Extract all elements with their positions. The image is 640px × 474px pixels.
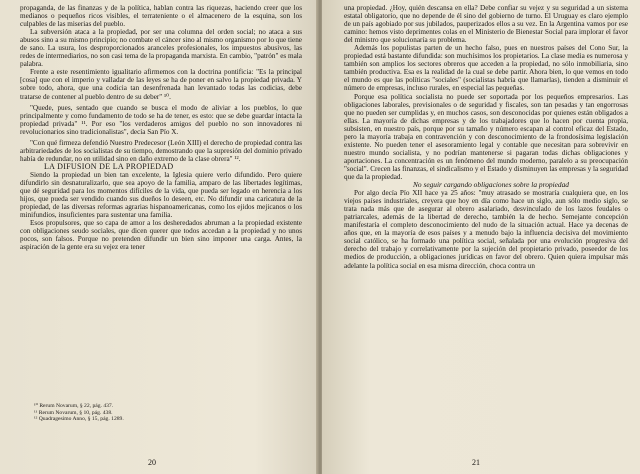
footnotes — [34, 403, 294, 423]
paragraph: Esos propulsores, que so capa de amor a los desheredados abruman a la propiedad existente con obligaciones seudo sociales, que dicen querer que todos accedan a la propiedad y no unos pocos, son falsos. Porque no pretenden difundir un bien sino imponer una carga. Antes, la aspiración de la gente era su vejez era tener — [20, 219, 302, 252]
paragraph: Siendo la propiedad un bien tan excelente, la Iglesia quiere verlo difundido. Pero quiere difundirlo sin desnaturalizarlo, que sea apoyo de la familia, amparo de las libertades legítimas, que dé seguridad para los momentos difíciles de la vida, que pueda ser legado en herencia a los hijos, que pueda ser vendido cuando sus dueños lo deseen, etc. No difundir una caricatura de la propiedad, de las diversas reformas agrarias hispanoamericanas, como los ejidos mejicanos o los minifundios, insuficientes para sustentar una familia. — [20, 170, 302, 220]
paragraph: Por algo decía Pío XII hace ya 25 años: "muy atrasado se mostraría cualquiera que, en los viejos países industriales, creyera que hoy en día como hace un siglo, aun sólo medio siglo, se trata nada más que de asegurar al obrero asalariado, desvinculado de los lazos feudales o patriarcales, además de la libertad de derecho, también la de hecho. Semejante concepción manifestaría el completo desconocimiento del nudo de la situación actual. Hace ya decenas de años que, en la mayoría de esos países y a menudo bajo la influencia decisiva del movimiento social católico, se ha formado una política social, señalada por una evolución progresiva del derecho del trabajo y correlativamente por la sujeción del propietario privado, poseedor de los medios de producción, a obligaciones jurídicas en favor del obrero. Quien quiera impulsar más adelante la política social en esa misma dirección, choca contra un — [344, 189, 628, 270]
subheading: No seguir cargando obligaciones sobre la propiedad — [412, 180, 569, 190]
paragraph: La subversión ataca a la propiedad, por ser una columna del orden social; no ataca a sus abusos sino a su mismo principio; no combate el cáncer sino al mismo organismo por lo que tiene de sano. La usura, los desproporcionados aranceles profesionales, los impuestos abusivos, las redes de intermediarios, no son casi tema de la propaganda marxista. En cambio, "patrón" es mala palabra. — [20, 28, 302, 69]
paragraph: Además los populistas parten de un hecho falso, pues en nuestros países del Cono Sur, la propiedad está bastante difundida: son muchísimos los propietarios. La clase media es numerosa y también son amplios los sectores obreros que acceden a la propiedad, no sólo inmobiliaria, sino también productiva. Esa es la realidad de la cual se debe partir. Ahora bien, lo que vemos en todo el mundo es que las políticas "sociales" (socialistas habría que llamarlas), tienden a disminuir el número de empresas, incluso rurales, en especial las pequeñas. — [344, 44, 628, 93]
right-page — [322, 0, 640, 474]
quote-paragraph: "Con qué firmeza defendió Nuestro Predecesor (León XIII) el derecho de propiedad contra las arbitrariedades de los socialistas de su tiempo, demostrando que la supresión del dominio privado había de redundar, no en utilidad sino en daño extremo de la clase obrera" ¹². — [20, 138, 302, 163]
paragraph: Porque esa política socialista no puede ser soportada por los pequeños empresarios. Las obligaciones laborales, previsionales o de seguridad y fiscales, son tan pesadas y tan engorrosas que no pueden ser cumplidas y, en muchos casos, son desconocidas por quienes están obligados a ellas. La mayoría de dichas empresas y de los trabajadores que lo hacen por cuenta propia, subsisten, en nuestro país, porque por su tamaño y número escapan al control eficaz del Estado, pero la mayoría trabaja en contravención y con desconocimiento de la frondosísima legislación existente. No pueden tener el asesoramiento legal y contable que necesitan para sobrevivir en nuestro mundo socialista, y no podrían mantenerse si pagaran todas dichas obligaciones y aportaciones. La concentración es un fenómeno del mundo moderno, paralelo a su preocupación "social". Crecen las finanzas, el sindicalismo y el Estado y disminuyen las empresas y la seguridad que da la propiedad. — [344, 92, 628, 181]
left-page-text — [20, 4, 302, 251]
paragraph: propaganda, de las finanzas y de la política, hablan contra las riquezas, haciendo creer que los medianos o pequeños ricos visibles, el terrateniente o el almacenero de la esquina, son los culpables de las miserias del pueblo. — [20, 4, 302, 29]
footnote: ¹² Quadragesimo Anno, § 15, pág. 1289. — [34, 416, 124, 423]
footnote: ¹¹ Rerum Novarum, § 10, pág. 438. — [34, 409, 113, 416]
page-number: 20 — [148, 458, 156, 467]
left-page — [0, 0, 318, 474]
paragraph: Frente a este resentimiento igualitario afirmemos con la doctrina pontificia: "Es la principal [cosa] que con el imperio y valladar de las leyes se ha de poner en salvo la propiedad privada. Y sobre todo, ahora, que una codicia tan desenfrenada han levantado todas las codicias, debe tratarse de contener al pueblo dentro de su deber" ¹⁰. — [20, 68, 302, 101]
footnote: ¹⁰ Rerum Novarum, § 22, pág. 437. — [34, 403, 114, 409]
right-page-text — [344, 4, 628, 270]
paragraph: una propiedad. ¿Hoy, quién descansa en ella? Debe confiar su vejez y su seguridad a un sistema estatal obligatorio, que no depende de él sino del gobierno de turno. El Uruguay es claro ejemplo de un país agobiado por sus jubilados, pauperizados ellos a su vez. En la Argentina vamos por ese camino: hemos visto deprimentes colas en el Ministerio de Bienestar Social para implorar el favor del ministro que solucionaría su problema. — [344, 4, 628, 45]
section-heading: LA DIFUSION DE LA PROPIEDAD — [44, 161, 174, 171]
quote-paragraph: "Quede, pues, sentado que cuando se busca el modo de aliviar a los pueblos, lo que principalmente y como fundamento de todo se ha de tener, es esto: que se debe guardar intacta la propiedad privada" ¹¹. Por eso "los verdaderos amigos del pueblo no son innovadores ni revolucionarios sino tradicionalistas", decía San Pío X. — [20, 103, 302, 136]
page-number: 21 — [472, 458, 480, 467]
